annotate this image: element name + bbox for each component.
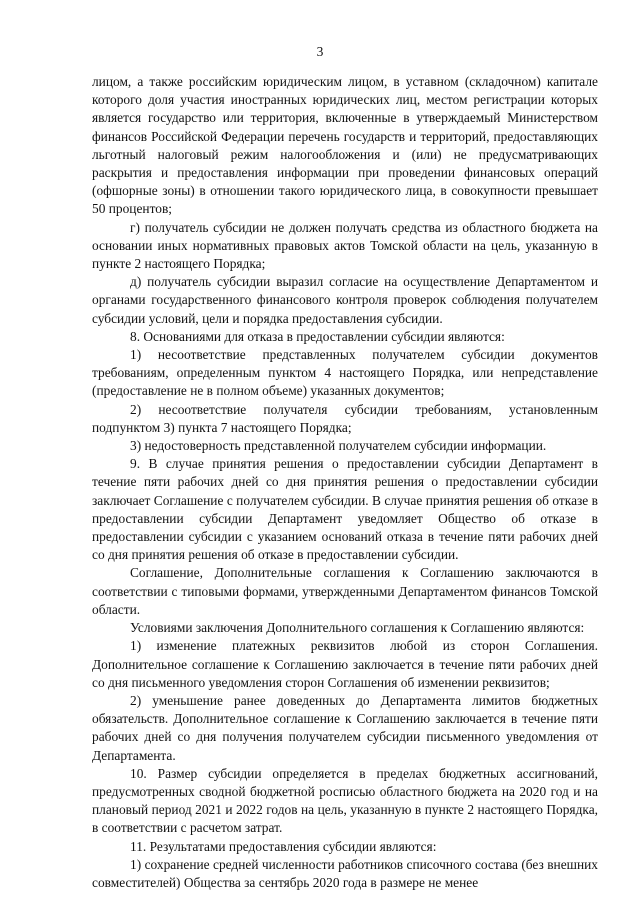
- paragraph: 1) несоответствие представленных получателем субсидии документов требованиям, определенным пунктом 4 настоящего Порядка, или непредставление (предоставление не в полном объеме) указанных документов;: [92, 347, 598, 399]
- paragraph: лицом, а также российским юридическим лицом, в уставном (складочном) капитале которого доля участия иностранных юридических лиц, местом регистрации которых является государство или территория, включенные в утверждаемый Министерством финансов Российской Федерации перечень государств и территорий, предоставляющих льготный налоговый режим налогообложения и (или) не предусматривающих раскрытия и предоставления информации при проведении финансовых операций (офшорные зоны) в отношении такого юридического лица, в совокупности превышает 50 процентов;: [92, 74, 598, 217]
- paragraph: 8. Основаниями для отказа в предоставлении субсидии являются:: [130, 328, 505, 344]
- paragraph: 3) недостоверность представленной получателем субсидии информации.: [130, 438, 547, 454]
- page-number: 3: [316, 44, 324, 59]
- paragraph: г) получатель субсидии не должен получать средства из областного бюджета на основании иных нормативных правовых актов Томской области на цель, указанную в пункте 2 настоящего Порядка;: [92, 219, 598, 272]
- paragraph: 10. Размер субсидии определяется в пределах бюджетных ассигнований, предусмотренных сводной бюджетной росписью областного бюджета на 2020 год и на плановый период 2021 и 2022 годов на цель, указанную в пункте 2 настоящего Порядка, в соответствии с расчетом затрат.: [92, 765, 598, 836]
- document-body: [92, 73, 598, 892]
- paragraph: Соглашение, Дополнительные соглашения к Соглашению заключаются в соответствии с типовыми формами, утвержденными Департаментом финансов Томской области.: [92, 565, 598, 617]
- paragraph: 1) изменение платежных реквизитов любой из сторон Соглашения. Дополнительное соглашение к Соглашению заключается в течение пяти рабочих дней со дня письменного уведомления сторон Соглашения об изменении реквизитов;: [92, 638, 598, 690]
- paragraph: 2) уменьшение ранее доведенных до Департамента лимитов бюджетных обязательств. Дополнительное соглашение к Соглашению заключается в течение пяти рабочих дней со дня получения получателем субсидии письменного уведомления от Департамента.: [92, 692, 598, 763]
- paragraph: 11. Результатами предоставления субсидии являются:: [130, 838, 437, 854]
- paragraph: 9. В случае принятия решения о предоставлении субсидии Департамент в течение пяти рабочих дней со дня принятия решения о предоставлении субсидии заключает Соглашение с получателем субсидии. В случае принятия решения об отказе в предоставлении субсидии Департамент уведомляет Общество об отказе в предоставлении субсидии с указанием оснований отказа в течение пяти рабочих дней со дня принятия решения об отказе в предоставлении субсидии.: [92, 456, 598, 563]
- paragraph: 2) несоответствие получателя субсидии требованиям, установленным подпунктом 3) пункта 7 настоящего Порядка;: [92, 401, 598, 435]
- paragraph: 1) сохранение средней численности работников списочного состава (без внешних совместителей) Общества за сентябрь 2020 года в размере не менее: [92, 856, 598, 890]
- paragraph: д) получатель субсидии выразил согласие на осуществление Департаментом и органами государственного финансового контроля проверок соблюдения получателем субсидии условий, цели и порядка предоставления субсидии.: [92, 274, 598, 326]
- paragraph: Условиями заключения Дополнительного соглашения к Соглашению являются:: [130, 620, 585, 636]
